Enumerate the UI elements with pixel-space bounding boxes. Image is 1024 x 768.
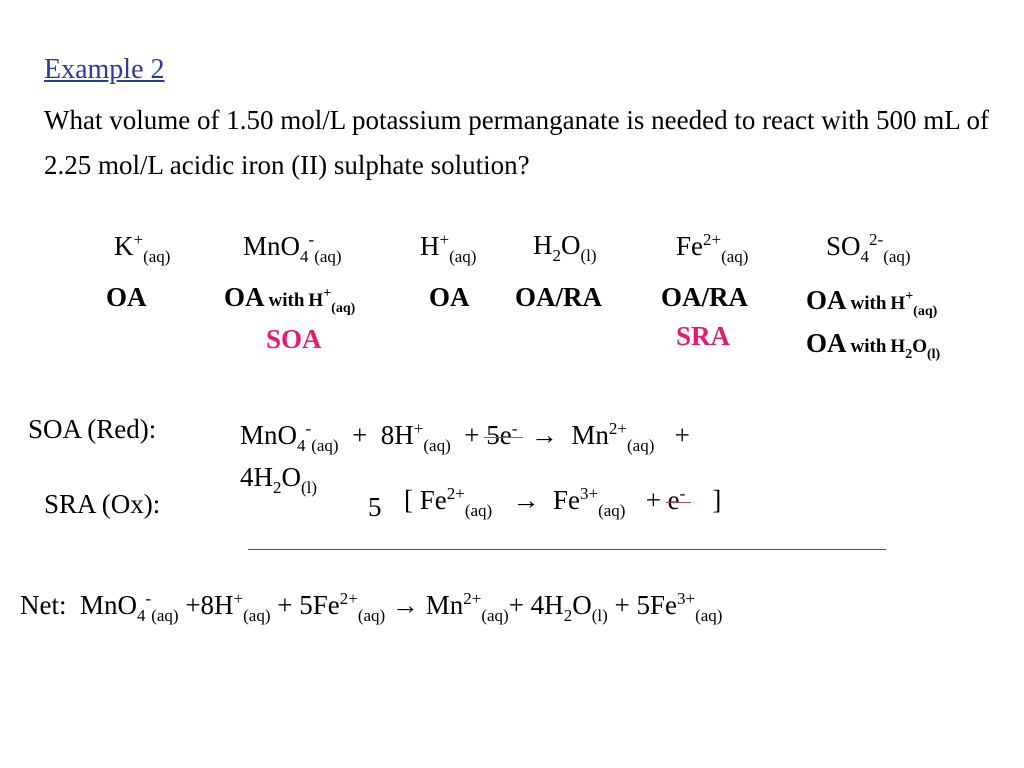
class-mno4: OA with H+(aq) [224,282,356,316]
example-title: Example 2 [44,54,165,85]
class-h2o: OA/RA [515,282,602,312]
species-so4: $SO_4^{2-}_{(aq)}$ [826,230,911,266]
net-label: Net: [20,590,67,620]
species-h: $H^+_{(aq)}$ [420,230,477,266]
class-fe: OA/RA [661,282,748,312]
soa-label: SOA [266,324,322,354]
struck-electron: e- [667,484,686,515]
class-so4-h2o: OA with H2O(l) [806,328,941,362]
class-h: OA [429,282,470,312]
species-mno4: MnO$_4$-$_{(aq)}$ [243,230,342,266]
soa-red-label: SOA (Red): [28,414,157,444]
sra-half-reaction: [ $Fe^{2+}_{(aq)}$ → $Fe^{3+}_{(aq)}$ + e- ] [404,484,722,520]
soa-half-reaction-cont: $4H_2O_{(l)}$ [240,462,318,497]
sra-ox-label: SRA (Ox): [44,489,161,519]
struck-electrons: 5e- [486,419,518,450]
species-k: $K^+_{(aq)}$ [114,230,171,266]
question-text: What volume of 1.50 mol/L potassium permanganate is needed to react with 500 mL of 2.25 mol/L acidic iron (II) sulphate solution? [44,105,989,180]
class-so4-h: OA with H+(aq) [806,285,938,319]
species-h2o: $H_2O_{(l)}$ [533,230,597,265]
net-equation: Net: $MnO_4^-_{(aq)} +8H^+_{(aq)} + 5Fe^{2+}_{(aq)} \to Mn^{2+}_{(aq)}+ 4H_2O_{(l)} + 5Fe^{3+}_{(aq)}$ [20,589,723,625]
species-fe: $Fe^{2+}_{(aq)}$ [676,230,749,266]
soa-half-reaction: $MnO_4^-_{(aq)} + 8H^+_{(aq)} + 5e^- \to Mn^{2+}_{(aq)}$ + [240,419,690,455]
divider-line [248,549,886,550]
sra-multiplier: 5 [368,492,382,522]
sra-label: SRA [676,321,731,351]
class-k: OA [106,282,147,312]
